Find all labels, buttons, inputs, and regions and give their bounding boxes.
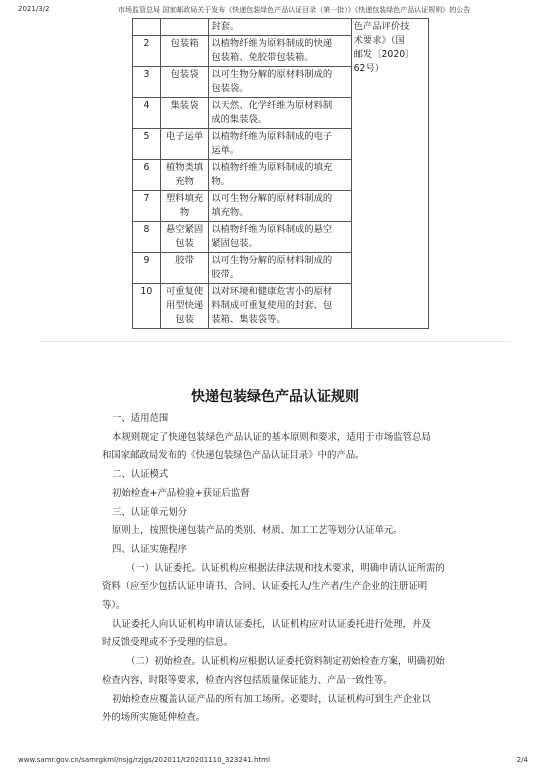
cell-requirement <box>209 98 351 129</box>
body-line: 和国家邮政局发布的《快递包装绿色产品认证目录》中的产品。 <box>102 450 365 462</box>
body-line: 等）。 <box>102 600 126 611</box>
cell-no: 7 <box>133 191 161 222</box>
body-line: 一、适用范围 <box>112 413 169 424</box>
cell-no <box>133 19 161 36</box>
name-line: 包装箱 <box>170 38 199 49</box>
body-line: 检查内容、时限等要求，检查内容包括质量保证能力、产品一致性等。 <box>102 674 393 686</box>
cell-requirement <box>209 19 351 36</box>
name-line: 悬空紧固 <box>165 224 204 235</box>
requirement-line: 成的集装袋。 <box>211 114 268 125</box>
name-line: 包装 <box>175 238 194 249</box>
cell-name <box>160 284 208 329</box>
requirement-line: 以可生物分解的原材料制成的 <box>211 255 333 266</box>
cell-name <box>160 19 208 36</box>
requirement-line: 装箱、集装袋等。 <box>211 314 286 325</box>
body-line: （二）初始检查。认证机构应根据认证委托资料制定初始检查方案，明确初始 <box>126 656 445 668</box>
cell-name <box>160 191 208 222</box>
cell-requirement <box>209 191 351 222</box>
requirement-line: 运单。 <box>211 145 240 156</box>
cell-no: 3 <box>133 67 161 98</box>
table-row <box>133 19 429 36</box>
name-line: 植物类填 <box>165 162 204 173</box>
cell-standard <box>351 19 428 329</box>
name-line: 物 <box>179 207 190 218</box>
name-line: 电子运单 <box>165 131 204 142</box>
name-line: 充物 <box>175 176 194 187</box>
document-title: 快递包装绿色产品认证规则 <box>191 389 359 405</box>
standard-line: 术要求》（国 <box>353 35 405 46</box>
body-line: 三、认证单元划分 <box>112 506 188 518</box>
cell-name <box>160 222 208 253</box>
body-line: 初始检查应覆盖认证产品的所有加工场所。必要时，认证机构可到生产企业以 <box>112 693 431 705</box>
requirement-line: 紧固包装。 <box>211 238 258 249</box>
standard-line: 邮发〔2020〕 <box>353 49 415 60</box>
cell-no: 5 <box>133 129 161 160</box>
cell-name <box>160 98 208 129</box>
cell-name <box>160 253 208 284</box>
cell-requirement <box>209 284 351 329</box>
page-separator <box>40 341 510 342</box>
name-line: 可重复使 <box>165 286 204 297</box>
body-line: 初始检查+产品检验+获证后监督 <box>112 487 250 499</box>
cell-no: 2 <box>133 36 161 67</box>
print-title: 市场监管总局 国家邮政局关于发布《快递包装绿色产品认证目录（第一批）》《快递包装绿色产品认证规则》的公告 <box>118 6 471 14</box>
cell-no: 9 <box>133 253 161 284</box>
cell-requirement <box>209 129 351 160</box>
cell-requirement <box>209 67 351 98</box>
standard-line: 62号） <box>353 63 385 74</box>
print-date: 2021/3/2 <box>18 5 50 13</box>
cell-no: 8 <box>133 222 161 253</box>
requirement-line: 包装箱、免胶带包装箱。 <box>211 52 314 63</box>
product-catalog-table <box>132 18 429 329</box>
cell-name <box>160 67 208 98</box>
requirement-line: 以对环境和健康危害小的原材 <box>211 286 333 297</box>
requirement-line: 以植物纤维为原料制成的快递 <box>211 38 333 49</box>
cell-requirement <box>209 222 351 253</box>
requirement-line: 封套。 <box>211 21 240 32</box>
body-line: 本规则规定了快递包装绿色产品认证的基本原则和要求，适用于市场监管总局 <box>112 431 431 443</box>
name-line: 胶带 <box>175 255 194 266</box>
name-line: 塑料填充 <box>165 193 204 204</box>
requirement-line: 包装袋。 <box>211 83 249 94</box>
cell-no: 6 <box>133 160 161 191</box>
page-url: www.samr.gov.cn/samrgkml/nsjg/rzjgs/202011/t20201110_323241.html <box>18 756 270 764</box>
requirement-line: 物。 <box>211 176 230 187</box>
requirement-line: 以天然、化学纤维为原材料制 <box>211 100 333 111</box>
requirement-line: 以植物纤维为原料制成的填充 <box>211 162 333 173</box>
name-line: 包装 <box>175 314 194 325</box>
requirement-line: 以植物纤维为原料制成的电子 <box>211 131 333 142</box>
cell-name <box>160 36 208 67</box>
requirement-line: 以植物纤维为原料制成的悬空 <box>211 224 333 235</box>
requirement-line: 填充物。 <box>211 207 249 218</box>
cell-requirement <box>209 36 351 67</box>
body-line: 外的场所实施延伸检查。 <box>102 712 206 724</box>
name-line: 包装袋 <box>170 69 199 80</box>
standard-line: 色产品评价技 <box>353 21 410 32</box>
cell-requirement <box>209 160 351 191</box>
body-line: 时反馈受理或不予受理的信息。 <box>102 637 234 649</box>
requirement-line: 以可生物分解的原材料制成的 <box>211 69 333 80</box>
body-line: 资料（应至少包括认证申请书、合同、认证委托人/生产者/生产企业的注册证明 <box>102 581 428 593</box>
body-line: 四、认证实施程序 <box>112 543 188 555</box>
page-number: 2/4 <box>516 756 528 764</box>
body-line: 二、认证模式 <box>112 469 169 481</box>
requirement-line: 料制成可重复使用的封套、包 <box>211 300 333 311</box>
name-line: 集装袋 <box>170 100 199 111</box>
cell-no: 4 <box>133 98 161 129</box>
body-line: （一）认证委托。认证机构应根据法律法规和技术要求，明确申请认证所需的 <box>126 562 445 574</box>
requirement-line: 胶带。 <box>211 269 240 280</box>
cell-no: 10 <box>133 284 161 329</box>
cell-requirement <box>209 253 351 284</box>
cell-name <box>160 129 208 160</box>
requirement-line: 以可生物分解的原材料制成的 <box>211 193 333 204</box>
body-line: 认证委托人向认证机构申请认证委托，认证机构应对认证委托进行处理，并及 <box>112 618 431 630</box>
cell-name <box>160 160 208 191</box>
body-line: 原则上，按照快递包装产品的类别、材质、加工工艺等划分认证单元。 <box>112 525 403 537</box>
name-line: 用型快递 <box>165 300 204 311</box>
